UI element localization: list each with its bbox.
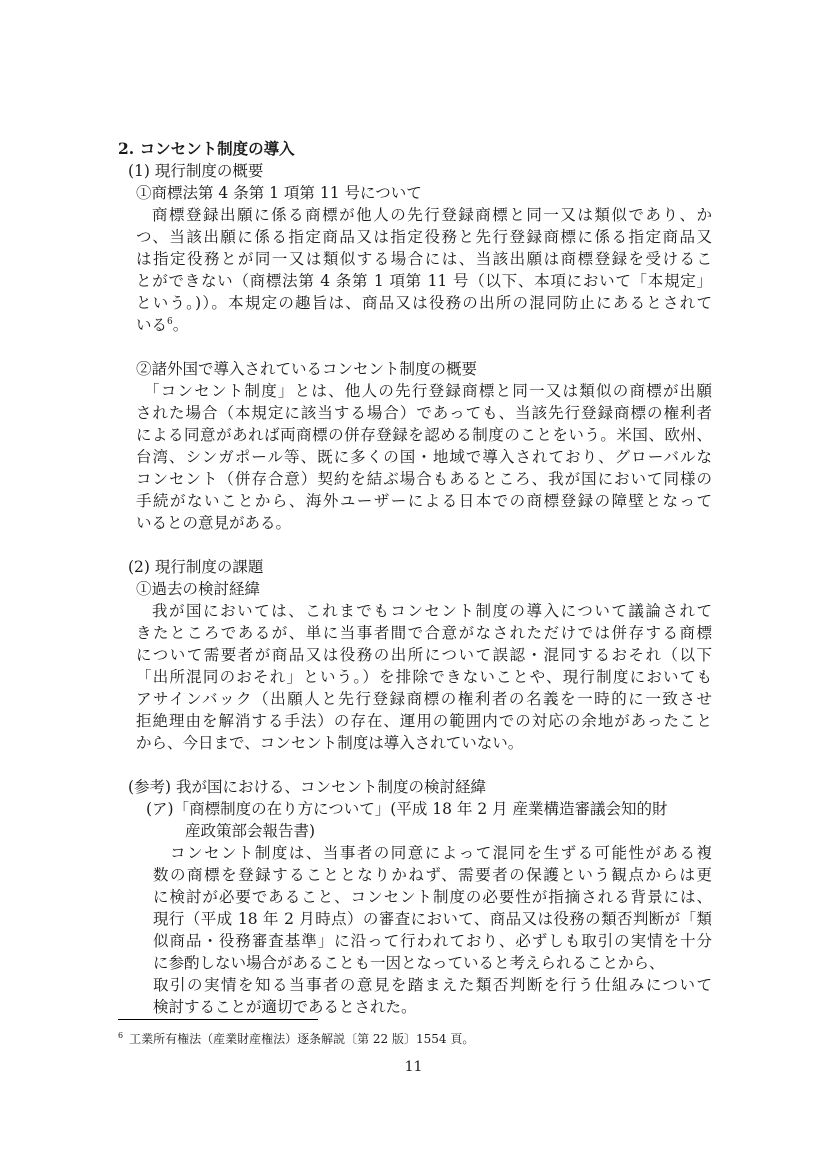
item-heading-article: ①商標法第 4 条第 1 項第 11 号について xyxy=(136,184,422,202)
paragraph-line: 商標登録出願に係る商標が他人の先行登録商標と同一又は類似であり、か xyxy=(152,206,712,224)
paragraph-line: 「出所混同のおそれ」という。）を排除できないことや、現行制度においても xyxy=(136,668,712,686)
reference-item-heading-cont: 産政策部会報告書) xyxy=(185,822,316,840)
paragraph-line: 検討することが適切であるとされた。 xyxy=(153,998,417,1016)
paragraph-line: 台湾、シンガポール等、既に多くの国・地域で導入されており、グローバルな xyxy=(136,448,712,466)
footnote-divider xyxy=(118,1019,318,1020)
paragraph-line: に検討が必要であること、コンセント制度の必要性が指摘される背景には、 xyxy=(153,888,712,906)
paragraph-line: きたところであるが、単に当事者間で合意がなされただけでは併存する商標 xyxy=(136,624,712,642)
footnote-text: 工業所有権法（産業財産権法）逐条解説〔第 22 版〕1554 頁。 xyxy=(129,1032,475,1046)
paragraph-line: 似商品・役務審査基準」に沿って行われており、必ずしも取引の実情を十分 xyxy=(153,932,712,950)
paragraph-line: という。)）。本規定の趣旨は、商品又は役務の出所の混同防止にあるとされて xyxy=(136,294,712,312)
item-heading-consent-overview: ②諸外国で導入されているコンセント制度の概要 xyxy=(136,360,478,378)
paragraph-line: について需要者が商品又は役務の出所について誤認・混同するおそれ（以下 xyxy=(136,646,712,664)
reference-heading: (参考) 我が国における、コンセント制度の検討経緯 xyxy=(128,778,487,796)
paragraph-line: 手続がないことから、海外ユーザーによる日本での商標登録の障壁となって xyxy=(136,492,712,510)
subsection-heading-1: (1) 現行制度の概要 xyxy=(128,162,264,180)
paragraph-line: とができない（商標法第 4 条第 1 項第 11 号（以下、本項において「本規定」 xyxy=(136,272,712,290)
subsection-heading-2: (2) 現行制度の課題 xyxy=(128,558,264,576)
item-heading-history: ①過去の検討経緯 xyxy=(136,580,261,598)
paragraph-line: 拒絶理由を解消する手法）の存在、運用の範囲内での対応の余地があったこと xyxy=(136,712,712,730)
paragraph-line: 現行（平成 18 年 2 月時点）の審査において、商品又は役務の類否判断が「類 xyxy=(153,910,712,928)
reference-item-heading: (ア)「商標制度の在り方について」(平成 18 年 2 月 産業構造審議会知的財 xyxy=(146,800,668,818)
paragraph-line: アサインバック（出願人と先行登録商標の権利者の名義を一時的に一致させ xyxy=(136,690,712,708)
paragraph-last-line: いる$^6$。 xyxy=(136,316,189,334)
paragraph-line: コンセント制度は、当事者の同意によって混同を生ずる可能性がある複 xyxy=(170,844,712,862)
footnote-ref: 6 xyxy=(167,317,173,327)
footnote-number: 6 xyxy=(118,1031,124,1040)
paragraph-line: いるとの意見がある。 xyxy=(136,514,292,532)
paragraph-line: による同意があれば両商標の併存登録を認める制度のことをいう。米国、欧州、 xyxy=(136,426,712,444)
paragraph-line: に参酌しない場合があることも一因となっていると考えられることから、 xyxy=(153,954,665,972)
paragraph-line: 数の商標を登録することとなりかねず、需要者の保護という観点からは更 xyxy=(153,866,712,884)
paragraph-line: から、今日まで、コンセント制度は導入されていない。 xyxy=(136,734,524,752)
paragraph-line: コンセント（併存合意）契約を結ぶ場合もあるところ、我が国において同様の xyxy=(136,470,712,488)
paragraph-line: 「コンセント制度」とは、他人の先行登録商標と同一又は類似の商標が出願 xyxy=(144,382,712,400)
paragraph-line: 取引の実情を知る当事者の意見を踏まえた類否判断を行う仕組みについて xyxy=(153,976,712,994)
footnote xyxy=(118,1030,474,1048)
page-number: 11 xyxy=(404,1059,423,1075)
paragraph-line: つ、当該出願に係る指定商品又は指定役務と先行登録商標に係る指定商品又 xyxy=(136,228,712,246)
paragraph-line: は指定役務とが同一又は類似する場合には、当該出願は商標登録を受けるこ xyxy=(136,250,712,268)
section-title: 2. コンセント制度の導入 xyxy=(118,139,295,158)
paragraph-line: 我が国においては、これまでもコンセント制度の導入について議論されて xyxy=(152,602,712,620)
paragraph-line: された場合（本規定に該当する場合）であっても、当該先行登録商標の権利者 xyxy=(136,404,712,422)
